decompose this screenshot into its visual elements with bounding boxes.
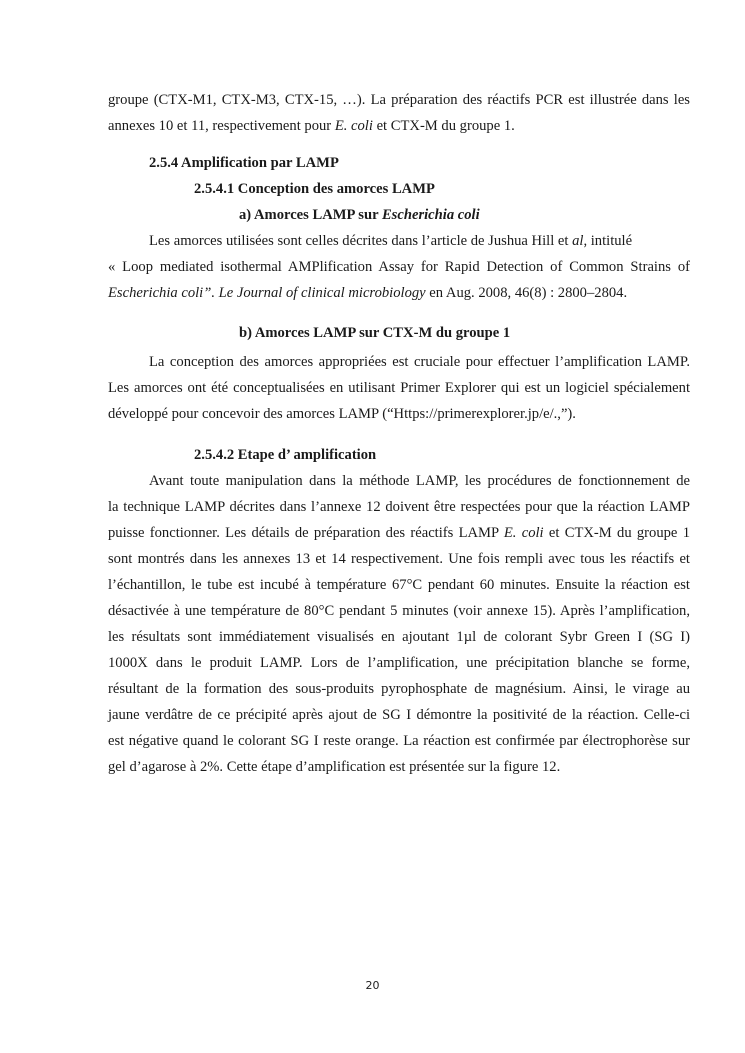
paragraph-line: Les amorces utilisées sont celles décrites dans l’article de Jushua Hill et al, intitulé — [149, 233, 633, 249]
subheading-b: b) Amorces LAMP sur CTX-M du groupe 1 — [239, 325, 511, 341]
paragraph-line: « Loop mediated isothermal AMPlification Assay for Rapid Detection of Common Strains of — [108, 259, 690, 275]
paragraph-line: puisse fonctionner. Les détails de préparation des réactifs LAMP E. coli et CTX-M du groupe 1 — [108, 525, 690, 541]
paragraph-line: jaune verdâtre de ce précipité après ajout de SG I démontre la positivité de la réaction. Celle-ci — [108, 707, 690, 723]
paragraph-line: désactivée à une température de 80°C pendant 5 minutes (voir annexe 15). Après l’amplification, — [108, 603, 690, 619]
section-heading-2-5-4: 2.5.4 Amplification par LAMP — [149, 155, 339, 171]
paragraph-line: la technique LAMP décrites dans l’annexe 12 doivent être respectées pour que la réaction LAMP — [108, 499, 690, 515]
paragraph-line: résultant de la formation des sous-produits pyrophosphate de magnésium. Ainsi, le virage au — [108, 681, 690, 697]
paragraph-line: sont montrés dans les annexes 13 et 14 respectivement. Une fois rempli avec tous les réactifs et — [108, 551, 690, 567]
page-number: 20 — [365, 979, 380, 992]
paragraph-line: annexes 10 et 11, respectivement pour E. coli et CTX-M du groupe 1. — [108, 118, 515, 134]
paragraph-line: l’échantillon, le tube est incubé à température 67°C pendant 60 minutes. Ensuite la réaction est — [108, 577, 690, 593]
paragraph-line: Escherichia coli”. Le Journal of clinical microbiology en Aug. 2008, 46(8) : 2800–2804. — [108, 285, 628, 301]
paragraph-line: La conception des amorces appropriées est cruciale pour effectuer l’amplification LAMP. — [149, 354, 690, 370]
subheading-a: a) Amorces LAMP sur Escherichia coli — [239, 207, 480, 223]
section-heading-2-5-4-1: 2.5.4.1 Conception des amorces LAMP — [194, 181, 435, 197]
paragraph-line: est négative quand le colorant SG I reste orange. La réaction est confirmée par électrophorèse sur — [108, 733, 690, 749]
paragraph-line: Avant toute manipulation dans la méthode LAMP, les procédures de fonctionnement de — [149, 473, 690, 489]
paragraph-line: les résultats sont immédiatement visualisés en ajoutant 1µl de colorant Sybr Green I (SG I) — [108, 629, 690, 645]
paragraph-line: gel d’agarose à 2%. Cette étape d’amplification est présentée sur la figure 12. — [108, 759, 561, 775]
paragraph-line: 1000X dans le produit LAMP. Lors de l’amplification, une précipitation blanche se forme, — [108, 655, 690, 671]
paragraph-line: développé pour concevoir des amorces LAMP (“Https://primerexplorer.jp/e/.,”). — [108, 406, 576, 422]
paragraph-line: Les amorces ont été conceptualisées en utilisant Primer Explorer qui est un logiciel spécialement — [108, 380, 690, 396]
paragraph-line: groupe (CTX-M1, CTX-M3, CTX-15, …). La préparation des réactifs PCR est illustrée dans les — [108, 92, 690, 108]
section-heading-2-5-4-2: 2.5.4.2 Etape d’ amplification — [194, 447, 377, 463]
